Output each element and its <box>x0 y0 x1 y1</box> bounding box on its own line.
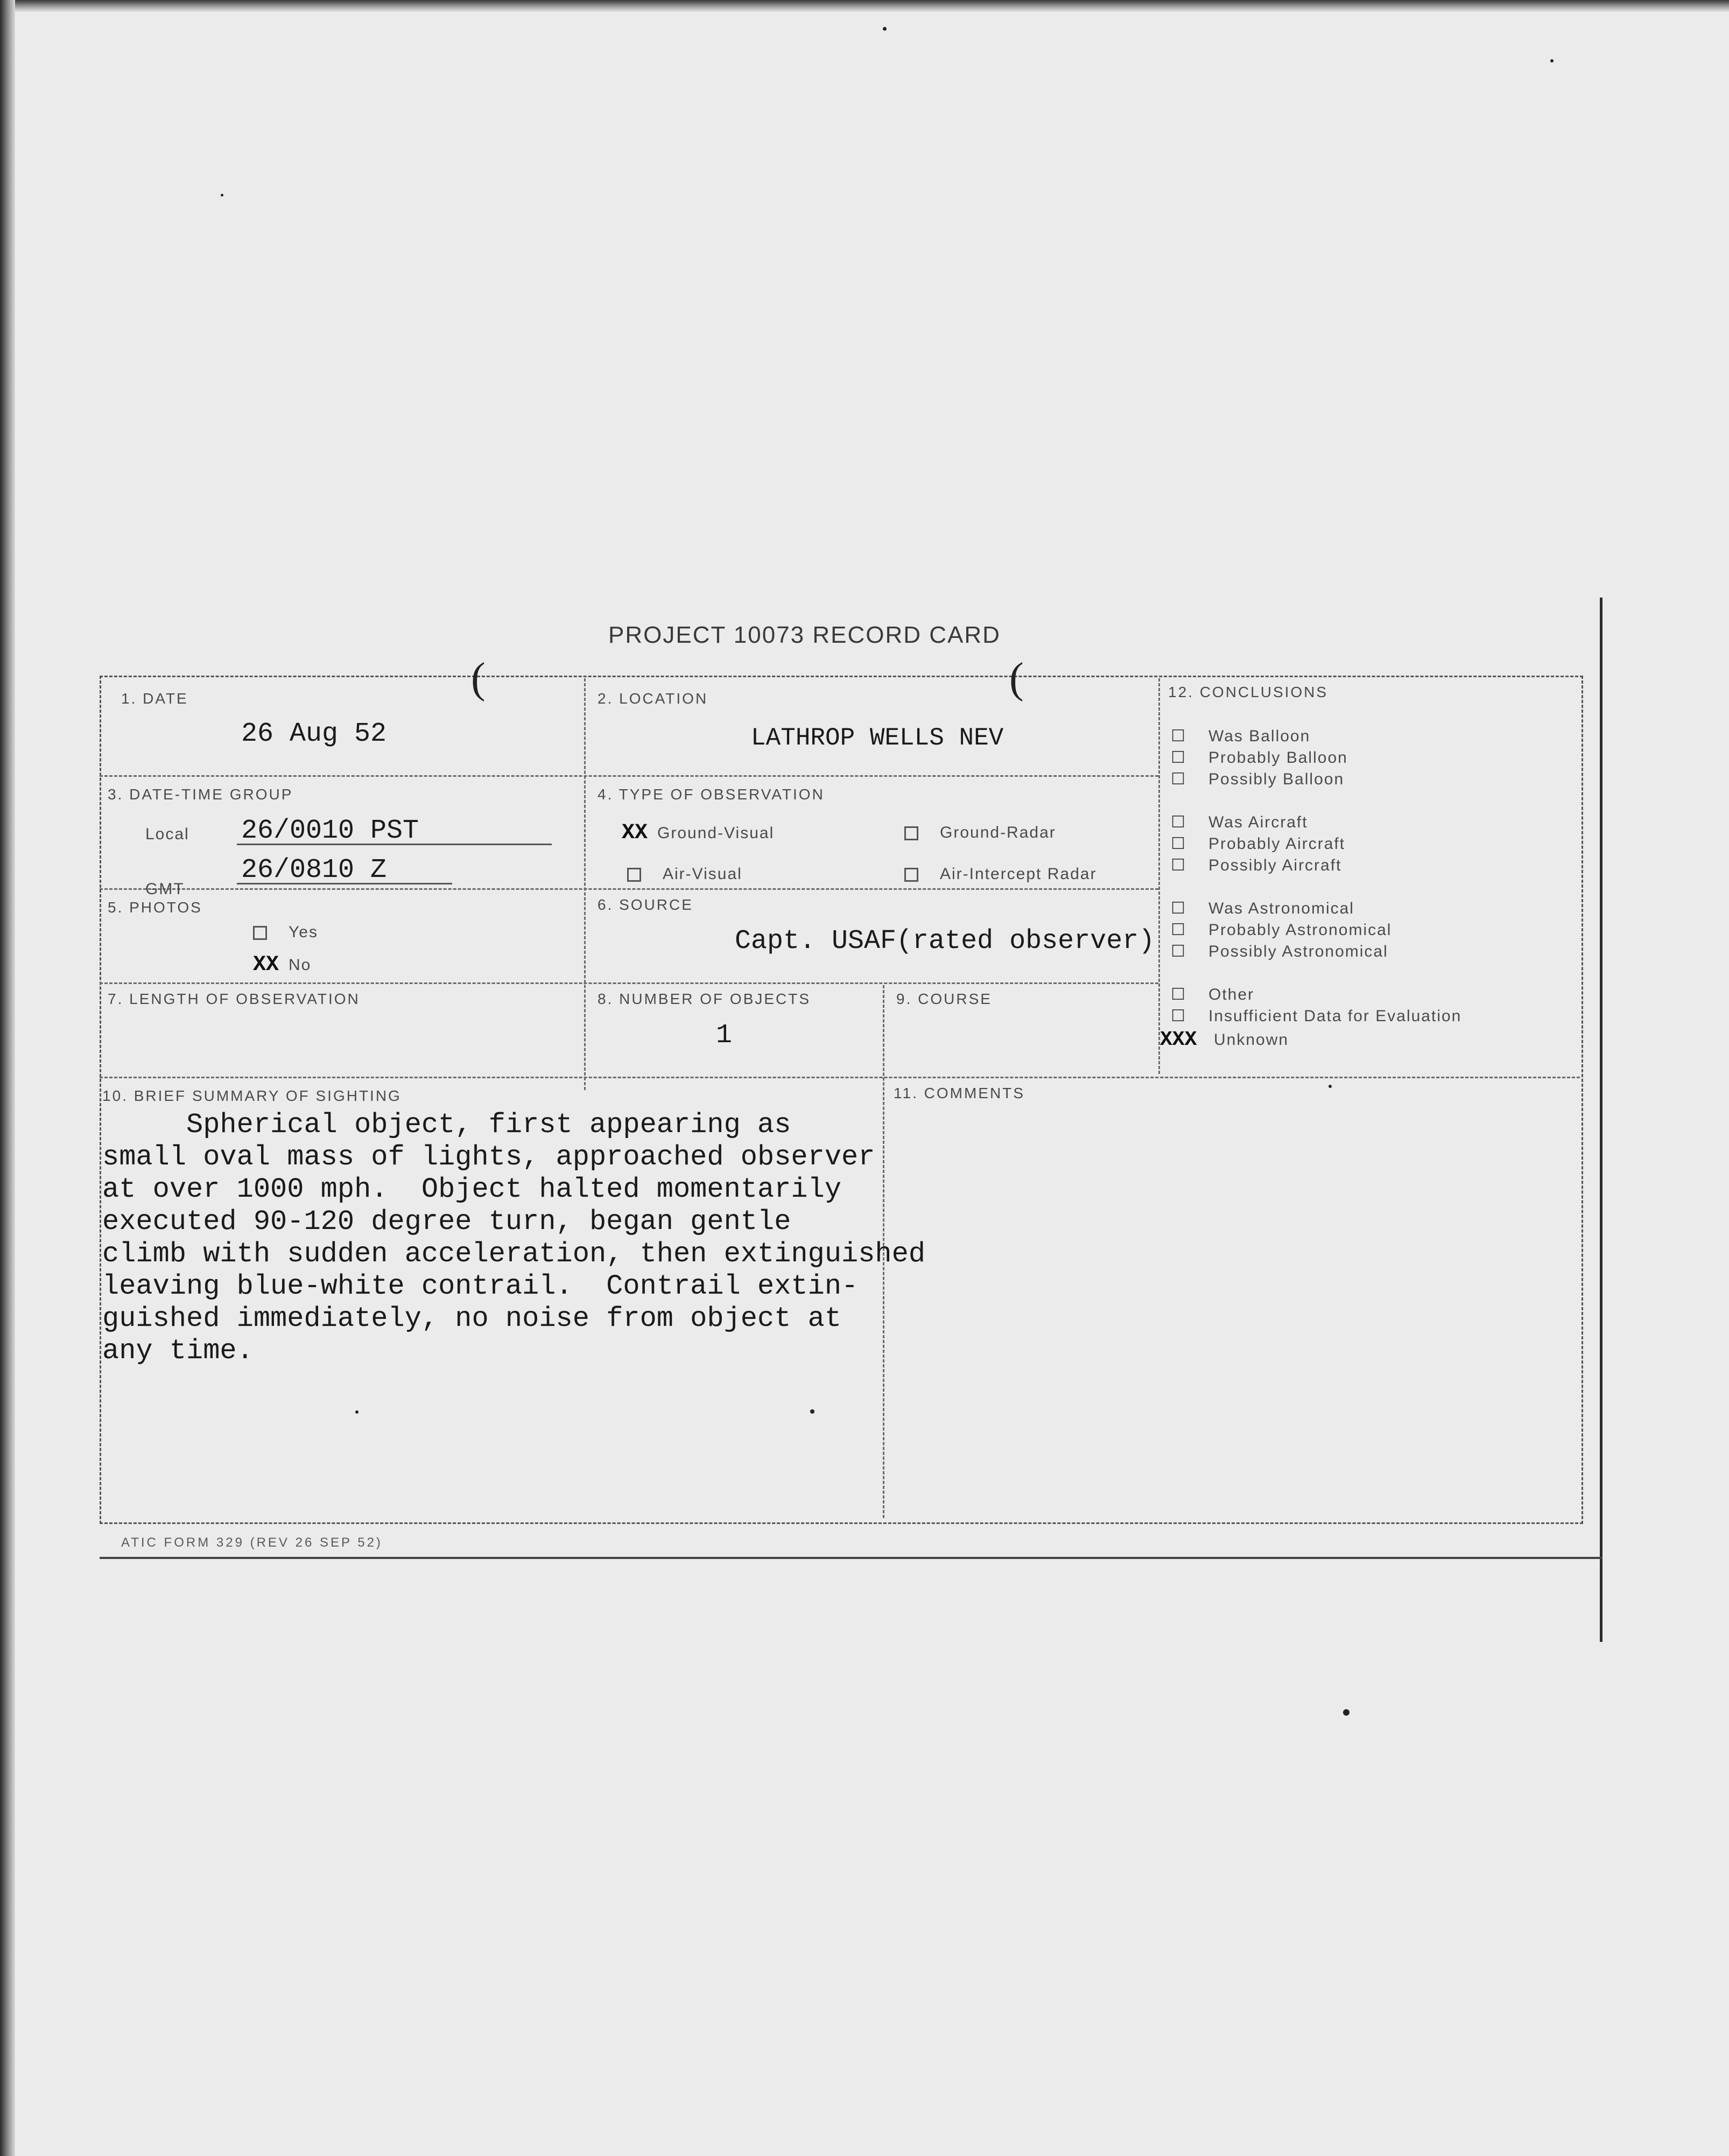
checkbox: ☐ <box>1171 1007 1186 1025</box>
option-air-visual <box>627 865 742 883</box>
option-photos-yes <box>253 923 318 942</box>
row-divider <box>100 1077 1580 1078</box>
summary-line: Spherical object, first appearing as <box>102 1109 791 1141</box>
checkbox: ☐ <box>1171 770 1186 788</box>
conclusion-label: Insufficient Data for Evaluation <box>1208 1007 1462 1025</box>
summary-line: small oval mass of lights, approached observer <box>102 1141 875 1173</box>
gmt-time-label: GMT <box>145 880 185 898</box>
checkbox: ☐ <box>1171 986 1186 1003</box>
option-label: Air-Visual <box>663 865 742 883</box>
checkbox: ☐ <box>1171 727 1186 745</box>
row-divider <box>100 982 1158 984</box>
scan-speck <box>1343 1709 1350 1716</box>
course-label: 9. COURSE <box>896 991 992 1007</box>
location-value: LATHROP WELLS NEV <box>751 724 1004 752</box>
card-bottom-rule <box>100 1557 1603 1559</box>
observation-type-label: 4. TYPE OF OBSERVATION <box>598 786 825 803</box>
checkbox <box>904 868 918 882</box>
conclusion-item <box>1171 921 1391 939</box>
card-title: PROJECT 10073 RECORD CARD <box>608 622 1001 648</box>
summary-line: any time. <box>102 1335 254 1367</box>
option-air-intercept-radar <box>904 865 1097 883</box>
scan-speck <box>883 27 887 31</box>
fill-in-underline <box>237 883 452 884</box>
conclusion-item <box>1171 1007 1461 1026</box>
hole-punch-mark: ( <box>471 655 486 702</box>
right-margin-rule <box>1600 598 1603 1642</box>
fill-in-underline <box>237 844 552 845</box>
conclusion-item <box>1171 770 1344 789</box>
scan-speck <box>1550 59 1554 62</box>
checkbox: ☐ <box>1171 749 1186 767</box>
conclusions-label: 12. CONCLUSIONS <box>1168 684 1329 700</box>
summary-line: at over 1000 mph. Object halted momentarily <box>102 1174 842 1205</box>
brief-summary-label: 10. BRIEF SUMMARY OF SIGHTING <box>102 1087 402 1104</box>
summary-line: executed 90-120 degree turn, began gentle <box>102 1206 791 1238</box>
date-label: 1. DATE <box>121 690 188 707</box>
checkbox <box>253 926 267 940</box>
option-photos-no <box>253 953 311 977</box>
sheet-edge-top <box>0 0 1729 12</box>
summary-line: climb with sudden acceleration, then extinguished <box>102 1238 926 1270</box>
conclusion-label: Was Astronomical <box>1208 900 1354 917</box>
summary-line: leaving blue-white contrail. Contrail extin- <box>102 1270 859 1302</box>
conclusion-label: Was Balloon <box>1208 727 1311 745</box>
checkbox: ☐ <box>1171 943 1186 960</box>
number-of-objects-label: 8. NUMBER OF OBJECTS <box>598 991 811 1007</box>
conclusion-item-unknown <box>1160 1028 1289 1051</box>
conclusion-label: Was Aircraft <box>1208 813 1308 831</box>
checkbox <box>904 826 918 840</box>
conclusion-item <box>1171 856 1341 875</box>
option-label: Ground-Radar <box>940 824 1056 841</box>
scan-speck <box>221 194 223 196</box>
conclusion-mark: XXX <box>1160 1028 1197 1051</box>
number-of-objects-value: 1 <box>716 1020 733 1051</box>
conclusion-item <box>1171 748 1348 767</box>
comments-label: 11. COMMENTS <box>894 1085 1025 1101</box>
conclusion-item <box>1171 985 1254 1004</box>
option-label: Ground-Visual <box>657 824 775 842</box>
location-label: 2. LOCATION <box>598 690 708 707</box>
option-label: No <box>289 956 312 974</box>
gmt-time-value: 26/0810 Z <box>241 855 387 886</box>
conclusion-label: Other <box>1208 986 1255 1003</box>
date-time-group-label: 3. DATE-TIME GROUP <box>108 786 293 803</box>
summary-line: guished immediately, no noise from object at <box>102 1303 842 1335</box>
conclusion-label: Probably Balloon <box>1208 749 1348 767</box>
option-mark: XX <box>253 953 279 977</box>
option-label: Yes <box>289 923 318 941</box>
conclusion-label: Possibly Aircraft <box>1208 856 1342 874</box>
column-divider <box>1158 678 1160 1074</box>
local-time-label: Local <box>145 825 189 843</box>
checkbox: ☐ <box>1171 900 1186 917</box>
conclusion-label: Probably Aircraft <box>1208 835 1346 853</box>
source-label: 6. SOURCE <box>598 896 693 913</box>
row-divider <box>100 775 1158 777</box>
option-ground-radar <box>904 824 1056 842</box>
conclusion-item <box>1171 834 1345 853</box>
checkbox: ☐ <box>1171 921 1186 939</box>
conclusion-label: Possibly Astronomical <box>1208 943 1388 960</box>
photos-label: 5. PHOTOS <box>108 899 202 916</box>
option-mark: XX <box>622 821 648 845</box>
sheet-edge-left <box>0 0 15 2156</box>
conclusion-label: Unknown <box>1214 1031 1289 1049</box>
length-of-observation-label: 7. LENGTH OF OBSERVATION <box>108 991 360 1007</box>
checkbox: ☐ <box>1171 835 1186 853</box>
row-divider <box>100 888 1158 890</box>
conclusion-item <box>1171 899 1354 918</box>
option-ground-visual <box>622 821 774 845</box>
checkbox: ☐ <box>1171 856 1186 874</box>
option-label: Air-Intercept Radar <box>940 865 1097 883</box>
local-time-value: 26/0010 PST <box>241 816 419 846</box>
form-identifier: ATIC FORM 329 (REV 26 SEP 52) <box>121 1535 383 1550</box>
conclusion-item <box>1171 727 1310 746</box>
conclusion-label: Probably Astronomical <box>1208 921 1392 939</box>
source-value: Capt. USAF(rated observer) <box>735 926 1155 957</box>
conclusion-item <box>1171 942 1388 961</box>
conclusion-item <box>1171 813 1308 832</box>
column-divider <box>584 678 586 1090</box>
date-value: 26 Aug 52 <box>241 719 387 749</box>
hole-punch-mark: ( <box>1009 655 1024 702</box>
checkbox: ☐ <box>1171 813 1186 831</box>
conclusion-label: Possibly Balloon <box>1208 770 1345 788</box>
checkbox <box>627 868 641 882</box>
